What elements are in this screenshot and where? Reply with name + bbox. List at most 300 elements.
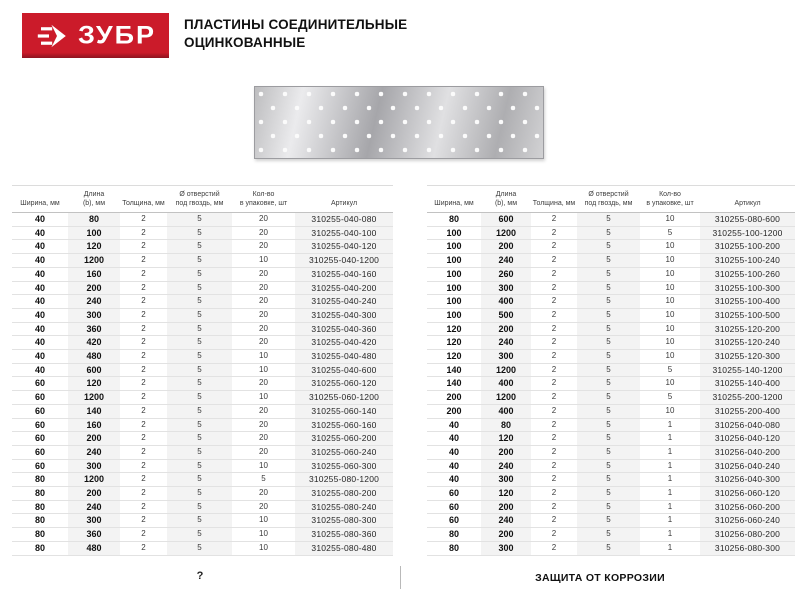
width-cell: 80	[427, 528, 481, 542]
article-cell: 310255-100-500	[700, 308, 795, 322]
qty-cell: 20	[232, 295, 295, 309]
length-cell: 300	[481, 473, 531, 487]
qty-cell: 10	[232, 363, 295, 377]
hole-diameter-cell: 5	[167, 363, 232, 377]
table-row	[12, 404, 393, 418]
length-cell: 300	[68, 308, 120, 322]
column-header: Кол-во в упаковке, шт	[640, 186, 700, 213]
article-cell: 310255-200-400	[700, 404, 795, 418]
length-cell: 240	[68, 295, 120, 309]
hole-diameter-cell: 5	[577, 308, 640, 322]
hole-diameter-cell: 5	[167, 267, 232, 281]
thickness-cell: 2	[120, 350, 167, 364]
article-cell: 310255-040-360	[295, 322, 393, 336]
qty-cell: 20	[232, 404, 295, 418]
article-cell: 310255-040-420	[295, 336, 393, 350]
spec-table-left	[12, 185, 393, 556]
article-cell: 310255-040-080	[295, 213, 393, 227]
length-cell: 480	[68, 350, 120, 364]
length-cell: 400	[481, 404, 531, 418]
width-cell: 80	[12, 500, 68, 514]
hole-diameter-cell: 5	[577, 432, 640, 446]
qty-cell: 10	[640, 213, 700, 227]
width-cell: 80	[12, 487, 68, 501]
width-cell: 40	[12, 363, 68, 377]
hole-diameter-cell: 5	[577, 281, 640, 295]
column-header: Толщина, мм	[531, 186, 577, 213]
thickness-cell: 2	[120, 473, 167, 487]
qty-cell: 10	[640, 240, 700, 254]
thickness-cell: 2	[531, 459, 577, 473]
thickness-cell: 2	[531, 322, 577, 336]
thickness-cell: 2	[120, 459, 167, 473]
qty-cell: 20	[232, 308, 295, 322]
qty-cell: 1	[640, 418, 700, 432]
article-cell: 310256-040-300	[700, 473, 795, 487]
length-cell: 200	[481, 240, 531, 254]
thickness-cell: 2	[531, 432, 577, 446]
qty-cell: 10	[640, 281, 700, 295]
article-cell: 310255-060-140	[295, 404, 393, 418]
hole-diameter-cell: 5	[577, 254, 640, 268]
width-cell: 60	[427, 514, 481, 528]
article-cell: 310255-080-480	[295, 541, 393, 555]
article-cell: 310255-080-360	[295, 528, 393, 542]
length-cell: 1200	[68, 391, 120, 405]
length-cell: 200	[68, 432, 120, 446]
width-cell: 100	[427, 281, 481, 295]
hole-diameter-cell: 5	[167, 322, 232, 336]
spec-table-right-body	[427, 213, 795, 556]
table-row	[12, 459, 393, 473]
qty-cell: 10	[232, 391, 295, 405]
article-cell: 310255-200-1200	[700, 391, 795, 405]
table-row	[427, 254, 795, 268]
length-cell: 80	[481, 418, 531, 432]
hole-diameter-cell: 5	[577, 363, 640, 377]
table-row	[427, 459, 795, 473]
thickness-cell: 2	[120, 322, 167, 336]
hole-diameter-cell: 5	[577, 541, 640, 555]
hole-diameter-cell: 5	[167, 404, 232, 418]
table-row	[12, 254, 393, 268]
qty-cell: 1	[640, 500, 700, 514]
width-cell: 60	[12, 445, 68, 459]
width-cell: 60	[427, 487, 481, 501]
length-cell: 240	[68, 445, 120, 459]
length-cell: 200	[481, 322, 531, 336]
length-cell: 400	[481, 377, 531, 391]
length-cell: 300	[68, 514, 120, 528]
article-cell: 310256-040-200	[700, 445, 795, 459]
column-header: Ширина, мм	[427, 186, 481, 213]
qty-cell: 20	[232, 418, 295, 432]
hole-diameter-cell: 5	[167, 308, 232, 322]
thickness-cell: 2	[531, 267, 577, 281]
length-cell: 160	[68, 418, 120, 432]
width-cell: 40	[12, 240, 68, 254]
width-cell: 120	[427, 336, 481, 350]
qty-cell: 20	[232, 487, 295, 501]
length-cell: 140	[68, 404, 120, 418]
width-cell: 100	[427, 295, 481, 309]
column-header: Толщина, мм	[120, 186, 167, 213]
width-cell: 60	[12, 432, 68, 446]
hole-diameter-cell: 5	[167, 377, 232, 391]
length-cell: 260	[481, 267, 531, 281]
table-row	[12, 487, 393, 501]
thickness-cell: 2	[531, 213, 577, 227]
width-cell: 40	[427, 445, 481, 459]
qty-cell: 1	[640, 473, 700, 487]
width-cell: 100	[427, 308, 481, 322]
table-row	[427, 336, 795, 350]
qty-cell: 1	[640, 432, 700, 446]
length-cell: 500	[481, 308, 531, 322]
hole-diameter-cell: 5	[577, 459, 640, 473]
article-cell: 310255-040-160	[295, 267, 393, 281]
header-row	[12, 186, 393, 213]
width-cell: 100	[427, 240, 481, 254]
thickness-cell: 2	[531, 418, 577, 432]
thickness-cell: 2	[120, 281, 167, 295]
thickness-cell: 2	[531, 514, 577, 528]
width-cell: 60	[12, 377, 68, 391]
hole-diameter-cell: 5	[167, 281, 232, 295]
article-cell: 310256-040-240	[700, 459, 795, 473]
article-cell: 310255-040-120	[295, 240, 393, 254]
column-header: Артикул	[700, 186, 795, 213]
hole-diameter-cell: 5	[577, 418, 640, 432]
hole-diameter-cell: 5	[577, 213, 640, 227]
table-row	[427, 432, 795, 446]
table-row	[12, 295, 393, 309]
length-cell: 480	[68, 541, 120, 555]
length-cell: 360	[68, 322, 120, 336]
thickness-cell: 2	[531, 377, 577, 391]
table-row	[12, 514, 393, 528]
table-row	[427, 391, 795, 405]
qty-cell: 20	[232, 432, 295, 446]
thickness-cell: 2	[531, 281, 577, 295]
width-cell: 40	[12, 322, 68, 336]
width-cell: 100	[427, 226, 481, 240]
thickness-cell: 2	[531, 254, 577, 268]
zubr-logo-text: ЗУБР	[77, 21, 157, 49]
length-cell: 300	[481, 281, 531, 295]
table-row	[12, 322, 393, 336]
article-cell: 310256-040-120	[700, 432, 795, 446]
table-row	[427, 350, 795, 364]
article-cell: 310255-120-300	[700, 350, 795, 364]
hole-diameter-cell: 5	[167, 213, 232, 227]
qty-cell: 20	[232, 267, 295, 281]
page-title	[184, 16, 407, 52]
length-cell: 120	[68, 240, 120, 254]
hole-diameter-cell: 5	[167, 514, 232, 528]
width-cell: 40	[427, 418, 481, 432]
width-cell: 40	[12, 226, 68, 240]
thickness-cell: 2	[120, 541, 167, 555]
table-row	[427, 473, 795, 487]
width-cell: 40	[12, 281, 68, 295]
table-row	[427, 377, 795, 391]
article-cell: 310255-060-240	[295, 445, 393, 459]
hole-diameter-cell: 5	[167, 350, 232, 364]
qty-cell: 10	[640, 377, 700, 391]
length-cell: 1200	[481, 226, 531, 240]
thickness-cell: 2	[120, 391, 167, 405]
hole-diameter-cell: 5	[577, 226, 640, 240]
width-cell: 60	[427, 500, 481, 514]
thickness-cell: 2	[120, 363, 167, 377]
thickness-cell: 2	[120, 336, 167, 350]
spec-table-right-header	[427, 186, 795, 213]
table-row	[427, 213, 795, 227]
table-row	[12, 500, 393, 514]
article-cell: 310256-040-080	[700, 418, 795, 432]
qty-cell: 10	[640, 404, 700, 418]
length-cell: 200	[481, 445, 531, 459]
thickness-cell: 2	[531, 541, 577, 555]
qty-cell: 5	[232, 473, 295, 487]
thickness-cell: 2	[120, 514, 167, 528]
article-cell: 310255-100-300	[700, 281, 795, 295]
qty-cell: 5	[640, 226, 700, 240]
article-cell: 310255-100-200	[700, 240, 795, 254]
length-cell: 1200	[68, 473, 120, 487]
qty-cell: 10	[640, 322, 700, 336]
hole-diameter-cell: 5	[577, 322, 640, 336]
table-row	[427, 500, 795, 514]
table-row	[12, 445, 393, 459]
table-row	[12, 528, 393, 542]
table-row	[427, 514, 795, 528]
article-cell: 310255-100-240	[700, 254, 795, 268]
width-cell: 80	[427, 541, 481, 555]
hole-diameter-cell: 5	[167, 473, 232, 487]
table-row	[12, 240, 393, 254]
table-row	[12, 308, 393, 322]
width-cell: 80	[427, 213, 481, 227]
table-row	[427, 418, 795, 432]
qty-cell: 10	[640, 295, 700, 309]
hole-diameter-cell: 5	[167, 226, 232, 240]
article-cell: 310255-080-600	[700, 213, 795, 227]
thickness-cell: 2	[531, 308, 577, 322]
qty-cell: 20	[232, 240, 295, 254]
article-cell: 310255-060-120	[295, 377, 393, 391]
article-cell: 310255-080-1200	[295, 473, 393, 487]
thickness-cell: 2	[120, 254, 167, 268]
hole-diameter-cell: 5	[167, 528, 232, 542]
hole-diameter-cell: 5	[577, 295, 640, 309]
qty-cell: 20	[232, 281, 295, 295]
article-cell: 310255-120-200	[700, 322, 795, 336]
hole-diameter-cell: 5	[167, 500, 232, 514]
qty-cell: 1	[640, 528, 700, 542]
qty-cell: 20	[232, 445, 295, 459]
length-cell: 200	[481, 500, 531, 514]
article-cell: 310255-120-240	[700, 336, 795, 350]
length-cell: 120	[481, 487, 531, 501]
width-cell: 40	[12, 267, 68, 281]
table-row	[12, 541, 393, 555]
qty-cell: 10	[640, 308, 700, 322]
length-cell: 1200	[481, 391, 531, 405]
footer-section-title: ЗАЩИТА ОТ КОРРОЗИИ	[535, 572, 665, 584]
thickness-cell: 2	[120, 528, 167, 542]
thickness-cell: 2	[120, 404, 167, 418]
table-row	[12, 336, 393, 350]
width-cell: 40	[12, 254, 68, 268]
length-cell: 100	[68, 226, 120, 240]
length-cell: 80	[68, 213, 120, 227]
qty-cell: 20	[232, 213, 295, 227]
thickness-cell: 2	[120, 432, 167, 446]
qty-cell: 20	[232, 322, 295, 336]
table-row	[427, 308, 795, 322]
table-row	[427, 541, 795, 555]
qty-cell: 1	[640, 487, 700, 501]
table-row	[427, 363, 795, 377]
article-cell: 310256-060-240	[700, 514, 795, 528]
article-cell: 310255-100-1200	[700, 226, 795, 240]
article-cell: 310255-040-100	[295, 226, 393, 240]
thickness-cell: 2	[531, 528, 577, 542]
table-row	[427, 404, 795, 418]
width-cell: 40	[12, 350, 68, 364]
table-row	[12, 418, 393, 432]
article-cell: 310255-040-200	[295, 281, 393, 295]
article-cell: 310255-060-1200	[295, 391, 393, 405]
hole-diameter-cell: 5	[577, 336, 640, 350]
article-cell: 310255-140-1200	[700, 363, 795, 377]
thickness-cell: 2	[120, 295, 167, 309]
thickness-cell: 2	[531, 473, 577, 487]
length-cell: 240	[481, 514, 531, 528]
qty-cell: 10	[640, 267, 700, 281]
width-cell: 140	[427, 377, 481, 391]
length-cell: 240	[481, 336, 531, 350]
length-cell: 300	[68, 459, 120, 473]
length-cell: 400	[481, 295, 531, 309]
qty-cell: 10	[232, 459, 295, 473]
hole-diameter-cell: 5	[577, 514, 640, 528]
thickness-cell: 2	[120, 226, 167, 240]
page-title-line1: ПЛАСТИНЫ СОЕДИНИТЕЛЬНЫЕ	[184, 17, 408, 32]
width-cell: 80	[12, 514, 68, 528]
length-cell: 120	[68, 377, 120, 391]
hole-diameter-cell: 5	[577, 350, 640, 364]
table-row	[12, 473, 393, 487]
width-cell: 40	[12, 213, 68, 227]
article-cell: 310256-060-120	[700, 487, 795, 501]
article-cell: 310256-060-200	[700, 500, 795, 514]
hole-diameter-cell: 5	[577, 404, 640, 418]
article-cell: 310255-080-240	[295, 500, 393, 514]
hole-diameter-cell: 5	[577, 528, 640, 542]
hole-diameter-cell: 5	[577, 391, 640, 405]
table-row	[427, 322, 795, 336]
hole-diameter-cell: 5	[577, 445, 640, 459]
column-header: Кол-во в упаковке, шт	[232, 186, 295, 213]
hole-diameter-cell: 5	[167, 254, 232, 268]
qty-cell: 10	[232, 350, 295, 364]
width-cell: 140	[427, 363, 481, 377]
qty-cell: 10	[232, 254, 295, 268]
width-cell: 120	[427, 350, 481, 364]
qty-cell: 20	[232, 226, 295, 240]
table-row	[12, 267, 393, 281]
table-row	[427, 240, 795, 254]
table-row	[12, 226, 393, 240]
thickness-cell: 2	[120, 213, 167, 227]
length-cell: 200	[68, 281, 120, 295]
column-header: Ø отверстий под гвоздь, мм	[167, 186, 232, 213]
length-cell: 600	[481, 213, 531, 227]
table-row	[427, 528, 795, 542]
width-cell: 60	[12, 418, 68, 432]
article-cell: 310255-100-260	[700, 267, 795, 281]
qty-cell: 10	[640, 254, 700, 268]
length-cell: 600	[68, 363, 120, 377]
width-cell: 40	[427, 459, 481, 473]
table-row	[12, 432, 393, 446]
length-cell: 360	[68, 528, 120, 542]
hole-diameter-cell: 5	[167, 445, 232, 459]
column-header: Ø отверстий под гвоздь, мм	[577, 186, 640, 213]
length-cell: 160	[68, 267, 120, 281]
qty-cell: 20	[232, 500, 295, 514]
thickness-cell: 2	[531, 336, 577, 350]
article-cell: 310255-040-1200	[295, 254, 393, 268]
table-row	[427, 445, 795, 459]
width-cell: 60	[12, 404, 68, 418]
thickness-cell: 2	[120, 308, 167, 322]
article-cell: 310255-040-480	[295, 350, 393, 364]
width-cell: 100	[427, 254, 481, 268]
width-cell: 80	[12, 528, 68, 542]
thickness-cell: 2	[531, 445, 577, 459]
qty-cell: 20	[232, 377, 295, 391]
qty-cell: 5	[640, 391, 700, 405]
thickness-cell: 2	[120, 267, 167, 281]
width-cell: 80	[12, 541, 68, 555]
hole-diameter-cell: 5	[577, 500, 640, 514]
table-row	[12, 281, 393, 295]
thickness-cell: 2	[120, 240, 167, 254]
thickness-cell: 2	[531, 391, 577, 405]
hole-diameter-cell: 5	[577, 240, 640, 254]
column-header: Ширина, мм	[12, 186, 68, 213]
thickness-cell: 2	[531, 226, 577, 240]
table-row	[427, 487, 795, 501]
column-header: Длина (b), мм	[481, 186, 531, 213]
table-row	[12, 391, 393, 405]
hole-diameter-cell: 5	[167, 418, 232, 432]
width-cell: 40	[427, 473, 481, 487]
thickness-cell: 2	[120, 445, 167, 459]
hole-diameter-cell: 5	[577, 267, 640, 281]
thickness-cell: 2	[120, 377, 167, 391]
article-cell: 310256-080-200	[700, 528, 795, 542]
length-cell: 240	[481, 254, 531, 268]
width-cell: 40	[427, 432, 481, 446]
length-cell: 1200	[68, 254, 120, 268]
article-cell: 310255-040-240	[295, 295, 393, 309]
hole-diameter-cell: 5	[577, 487, 640, 501]
